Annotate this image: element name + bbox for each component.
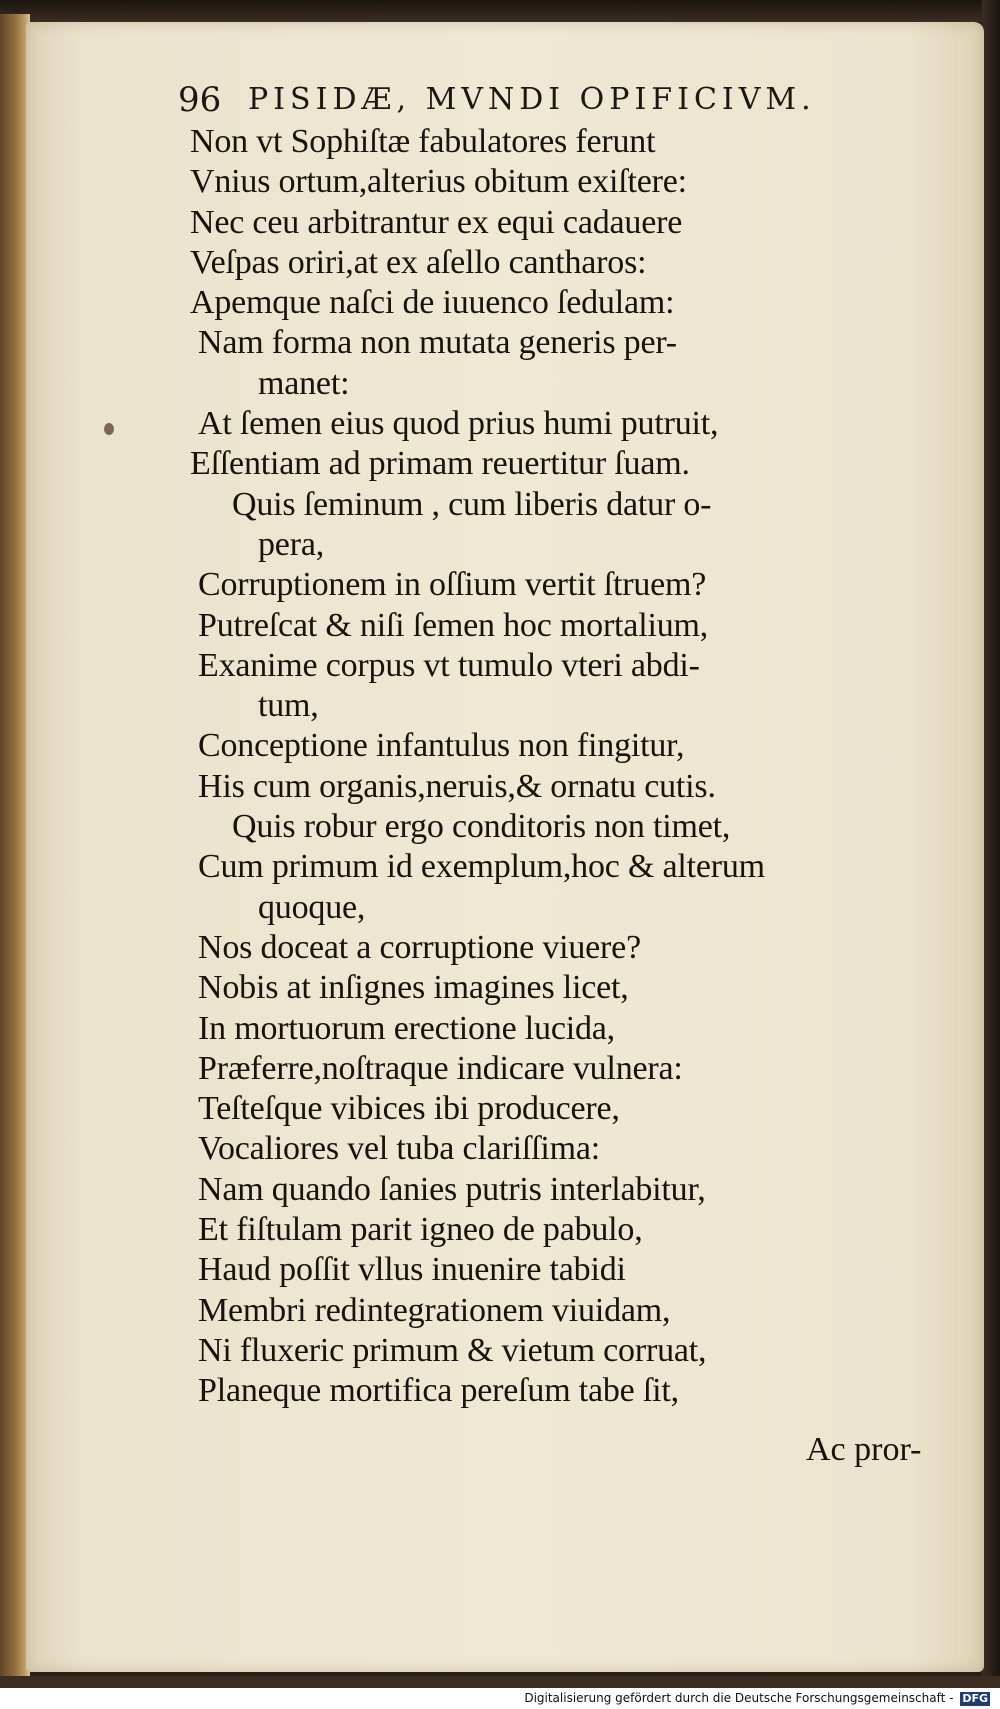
- verse-continuation: pera,: [258, 525, 325, 563]
- verse-line: Nam forma non mutata generis per-: [198, 324, 677, 362]
- verse-line: Vocaliores vel tuba clariſſima:: [198, 1130, 600, 1168]
- verse-line: At ſemen eius quod prius humi putruit,: [198, 405, 719, 443]
- verse-line: Cum primum id exemplum,hoc & alterum: [198, 848, 765, 886]
- verse-line: His cum organis,neruis,& ornatu cutis.: [198, 767, 716, 805]
- ink-blot: [104, 423, 114, 435]
- verse-line: Membri redintegrationem viuidam,: [198, 1291, 671, 1329]
- verse-line: Veſpas oriri,at ex aſello cantharos:: [190, 243, 647, 281]
- verse-line: Exanime corpus vt tumulo vteri abdi-: [198, 646, 700, 684]
- verse-line: Haud poſſit vllus inuenire tabidi: [198, 1251, 626, 1289]
- verse-line: Et fiſtulam parit igneo de pabulo,: [198, 1211, 643, 1249]
- verse-continuation: tum,: [258, 687, 319, 725]
- binding-bottom-edge: [0, 1676, 1000, 1688]
- verse-line: Nam quando ſanies putris interlabitur,: [198, 1170, 706, 1208]
- verse-line: Ni fluxeric primum & vietum corruat,: [198, 1331, 707, 1369]
- verse-line: Quis ſeminum , cum liberis datur o-: [232, 485, 712, 523]
- verse-line: Apemque naſci de iuuenco ſedulam:: [190, 284, 675, 322]
- binding-top-edge: [0, 0, 1000, 22]
- verse-line: Eſſentiam ad primam reuertitur ſuam.: [190, 445, 690, 483]
- poem-text: [190, 122, 950, 1412]
- verse-line: Corruptionem in oſſium vertit ſtruem?: [198, 566, 707, 604]
- verse-line: Non vt Sophiſtæ fabulatores ferunt: [190, 123, 656, 160]
- verse-line: Conceptione infantulus non fingitur,: [198, 727, 685, 765]
- verse-line: Quis robur ergo conditoris non timet,: [232, 808, 731, 846]
- verse-line: Nec ceu arbitrantur ex equi cadauere: [190, 203, 683, 241]
- page-number: 96: [178, 80, 222, 120]
- digitization-credit: [524, 1690, 990, 1706]
- verse-continuation: quoque,: [258, 888, 366, 926]
- binding-right-edge: [982, 0, 1000, 1688]
- verse-line: Teſteſque vibices ibi producere,: [198, 1090, 620, 1128]
- verse-line: Planeque mortifica pereſum tabe ſit,: [198, 1372, 679, 1410]
- verse-line: Putreſcat & niſi ſemen hoc mortalium,: [198, 606, 709, 644]
- page-header: [178, 78, 938, 122]
- verse-line: In mortuorum erectione lucida,: [198, 1009, 615, 1047]
- verse-line: Præferre,noſtraque indicare vulnera:: [198, 1049, 683, 1087]
- running-title: PISIDÆ, MVNDI OPIFICIVM.: [248, 82, 816, 117]
- verse-continuation: manet:: [258, 364, 350, 402]
- verse-line: Vnius ortum,alterius obitum exiſtere:: [190, 163, 687, 201]
- verse-line: Nobis at inſignes imagines licet,: [198, 969, 629, 1007]
- dfg-logo: DFG: [962, 1691, 988, 1705]
- verse-line: Nos doceat a corruptione viuere?: [198, 928, 641, 966]
- catchword: Ac pror-: [806, 1431, 922, 1468]
- credit-text: Digitalisierung gefördert durch die Deutsche Forschungsgemeinschaft -: [524, 1691, 954, 1705]
